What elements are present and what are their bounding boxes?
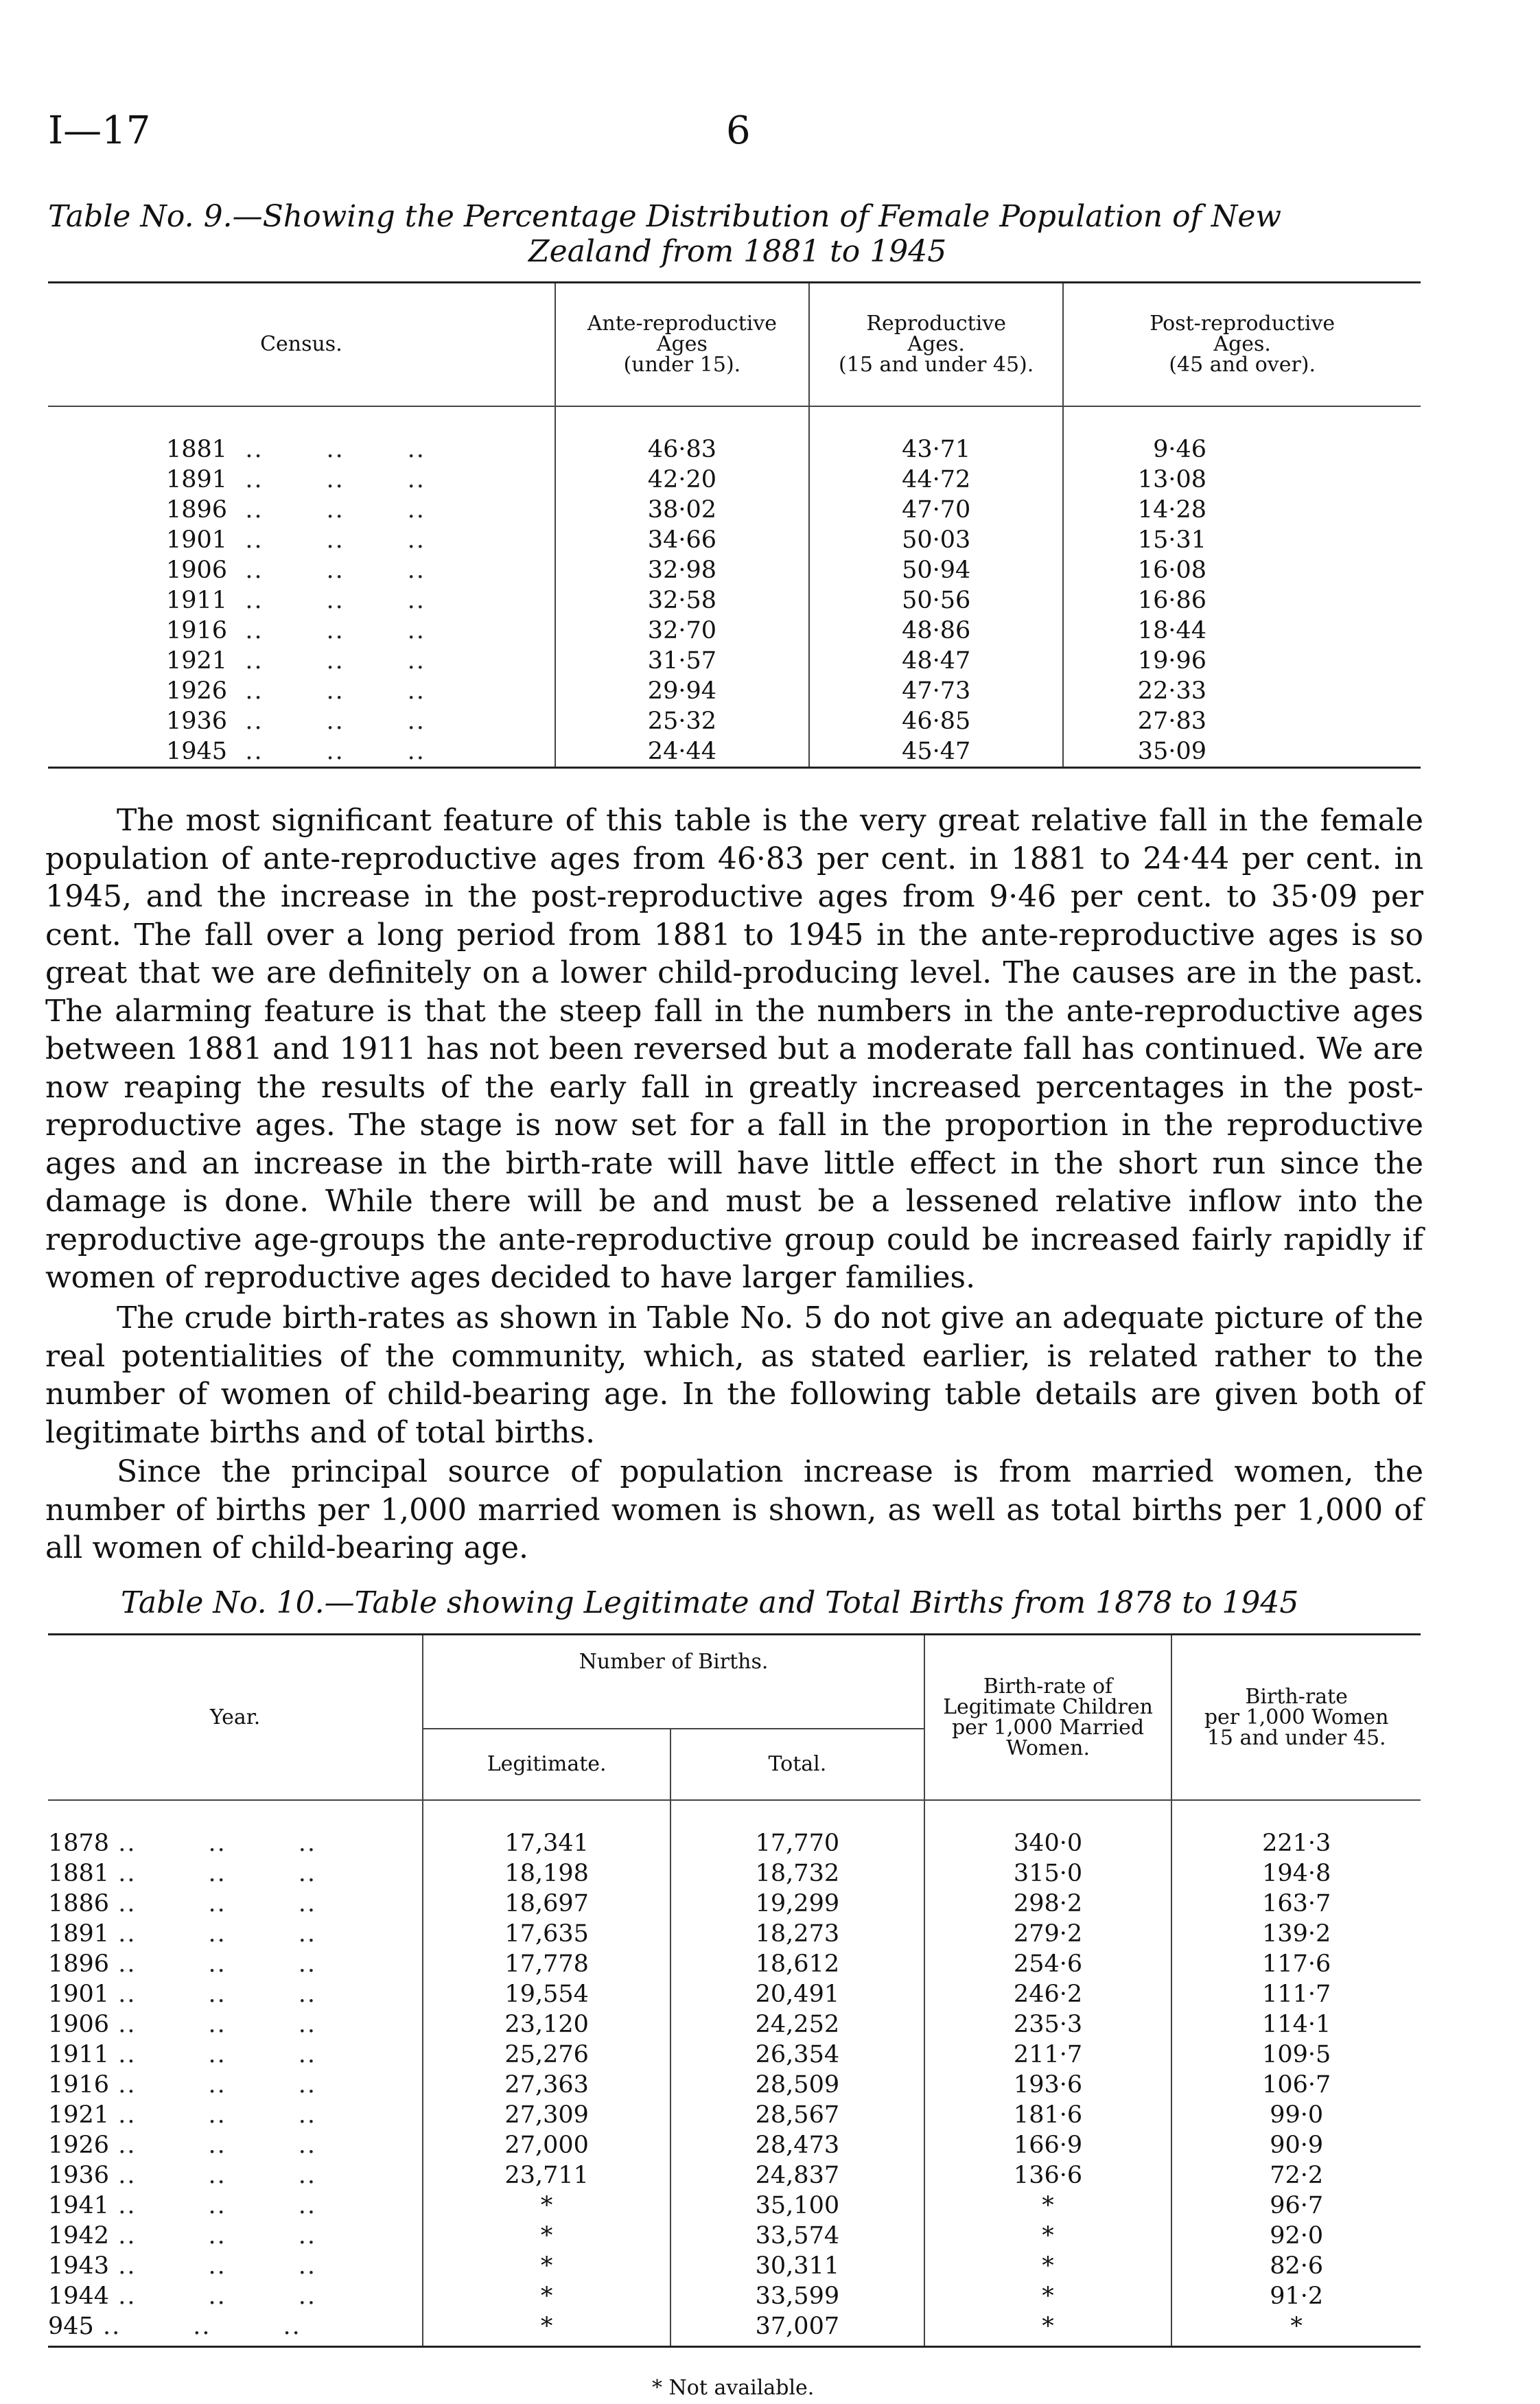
post-value: 9·46: [1063, 406, 1421, 465]
total-value: 30,311: [670, 2251, 924, 2281]
legitimate-value: 27,363: [423, 2070, 670, 2100]
body-paragraph-3: Since the principal source of population increase is from married women, the number of births per 1,000 married women is shown, as well as total births per 1,000 of all women of child-bearing age.: [45, 1454, 1423, 1565]
total-value: 18,612: [670, 1949, 924, 1979]
rate-women-value: 92·0: [1171, 2221, 1421, 2251]
row-year: [48, 676, 555, 706]
rep-value: 44·72: [809, 465, 1063, 495]
year-value: 1945: [166, 737, 228, 765]
table-row: [48, 495, 1421, 525]
rep-value: 48·47: [809, 646, 1063, 676]
year-value: 1886: [48, 1890, 110, 1917]
post-value: 27·83: [1063, 706, 1421, 736]
table-row: [48, 525, 1421, 555]
table10-col-rate-women-line3: 15 and under 45.: [1206, 1725, 1386, 1750]
table-row: [48, 736, 1421, 768]
leader-dots: .. .. ..: [109, 1890, 316, 1917]
table-row: [48, 676, 1421, 706]
table-row: [48, 555, 1421, 585]
leader-dots: .. .. ..: [109, 1920, 316, 1948]
table-row: [48, 1800, 1421, 1858]
leader-dots: .. .. ..: [109, 2011, 316, 2038]
legitimate-value: *: [423, 2191, 670, 2221]
rate-women-value: 194·8: [1171, 1858, 1421, 1889]
table-row: [48, 2130, 1421, 2160]
rate-women-value: 96·7: [1171, 2191, 1421, 2221]
rate-women-value: 139·2: [1171, 1919, 1421, 1949]
legitimate-value: 25,276: [423, 2040, 670, 2070]
table-row: [48, 2009, 1421, 2040]
rate-women-value: 109·5: [1171, 2040, 1421, 2070]
year-value: 1916: [166, 616, 228, 644]
table10-col-rate-married-line2: Legitimate Children: [943, 1694, 1153, 1719]
ante-value: 34·66: [555, 525, 809, 555]
table10-header-row-1: [48, 1635, 1421, 1729]
table-row: [48, 1858, 1421, 1889]
row-year: [48, 2281, 423, 2311]
rate-married-value: *: [924, 2191, 1172, 2221]
rate-married-value: 166·9: [924, 2130, 1172, 2160]
table-row: [48, 2040, 1421, 2070]
legitimate-value: *: [423, 2221, 670, 2251]
total-value: 33,599: [670, 2281, 924, 2311]
row-year: [48, 2251, 423, 2281]
table10-col-rate-women: [1171, 1635, 1421, 1801]
rate-married-value: 279·2: [924, 1919, 1172, 1949]
year-value: 1911: [166, 586, 228, 614]
table9-col-rep-line2: Ages.: [907, 331, 965, 356]
year-value: 1942: [48, 2222, 110, 2250]
year-value: 1896: [48, 1950, 110, 1978]
year-value: 1881: [48, 1860, 110, 1887]
legitimate-value: *: [423, 2311, 670, 2347]
rep-value: 45·47: [809, 736, 1063, 768]
row-year: [48, 1889, 423, 1919]
table-row: [48, 2221, 1421, 2251]
leader-dots: .. .. ..: [227, 435, 425, 463]
legitimate-value: 19,554: [423, 1979, 670, 2009]
row-year: [48, 406, 555, 465]
rate-married-value: 315·0: [924, 1858, 1172, 1889]
table9-col-ante: [555, 283, 809, 406]
year-value: 1921: [166, 646, 228, 675]
table10-col-number-of-births: Number of Births.: [423, 1635, 924, 1729]
total-value: 28,473: [670, 2130, 924, 2160]
table9-col-ante-line1: Ante-reproductive: [587, 311, 778, 336]
row-year: [48, 2191, 423, 2221]
table-row: [48, 465, 1421, 495]
total-value: 18,273: [670, 1919, 924, 1949]
legitimate-value: 17,635: [423, 1919, 670, 1949]
row-year: [48, 2070, 423, 2100]
post-value: 35·09: [1063, 736, 1421, 768]
rep-value: 50·94: [809, 555, 1063, 585]
table10-col-rate-married: [924, 1635, 1172, 1801]
leader-dots: .. .. ..: [109, 2283, 316, 2310]
leader-dots: .. .. ..: [109, 2192, 316, 2219]
leader-dots: .. .. ..: [109, 2132, 316, 2159]
leader-dots: .. .. ..: [227, 707, 425, 735]
rate-married-value: *: [924, 2281, 1172, 2311]
row-year: [48, 2221, 423, 2251]
row-year: [48, 1858, 423, 1889]
rate-women-value: *: [1171, 2311, 1421, 2347]
table-row: [48, 706, 1421, 736]
ante-value: 32·98: [555, 555, 809, 585]
row-year: [48, 2130, 423, 2160]
table9-col-census: Census.: [48, 283, 555, 406]
year-value: 1881: [166, 435, 228, 463]
rep-value: 48·86: [809, 616, 1063, 646]
table9-caption-line2: Zealand from 1881 to 1945: [528, 234, 947, 269]
rate-married-value: 211·7: [924, 2040, 1172, 2070]
rate-married-value: *: [924, 2311, 1172, 2347]
table-row: [48, 2191, 1421, 2221]
row-year: [48, 646, 555, 676]
total-value: 37,007: [670, 2311, 924, 2347]
rep-value: 50·03: [809, 525, 1063, 555]
legitimate-value: *: [423, 2251, 670, 2281]
total-value: 33,574: [670, 2221, 924, 2251]
rate-married-value: 181·6: [924, 2100, 1172, 2130]
table-row: [48, 616, 1421, 646]
total-value: 26,354: [670, 2040, 924, 2070]
year-value: 1916: [48, 2071, 110, 2099]
post-value: 14·28: [1063, 495, 1421, 525]
rate-women-value: 90·9: [1171, 2130, 1421, 2160]
rate-women-value: 106·7: [1171, 2070, 1421, 2100]
row-year: [48, 1919, 423, 1949]
table-row: [48, 2160, 1421, 2191]
table10-footnote: * Not available.: [652, 2376, 815, 2400]
leader-dots: .. .. ..: [109, 1830, 316, 1857]
year-value: 1943: [48, 2252, 110, 2280]
ante-value: 29·94: [555, 676, 809, 706]
body-paragraph-1: The most significant feature of this table is the very great relative fall in the female population of ante-reproductive ages from 46·83 per cent. in 1881 to 24·44 per cent. in 1945, and the increase in the post-reproductive ages from 9·46 per cent. to 35·09 per cent. The fall over a long period from 1881 to 1945 in the ante-reproductive ages is so great that we are definitely on a lower child-producing level. The causes are in the past. The alarming feature is that the steep fall in the numbers in the ante-reproductive ages between 1881 and 1911 has not been reversed but a moderate fall has continued. We are now reaping the results of the early fall in greatly increased percentages in the post-reproductive ages. The stage is now set for a fall in the proportion in the reproductive ages and an increase in the birth-rate will have little effect in the short run since the damage is done. While there will be and must be a lessened relative inflow into the reproductive age-groups the ante-reproductive group could be increased fairly rapidly if women of reproductive ages decided to have larger families.: [45, 803, 1423, 1295]
legitimate-value: 23,711: [423, 2160, 670, 2191]
table10-col-rate-married-line1: Birth-rate of: [983, 1674, 1113, 1699]
post-value: 15·31: [1063, 525, 1421, 555]
body-paragraph-2: The crude birth-rates as shown in Table No. 5 do not give an adequate picture of the real potentialities of the community, which, as stated earlier, is related rather to the number of women of child-bearing age. In the following table details are given both of legitimate births and of total births.: [45, 1300, 1423, 1450]
table10-col-legitimate: Legitimate.: [423, 1729, 670, 1800]
year-value: 1911: [48, 2041, 110, 2068]
rate-married-value: *: [924, 2221, 1172, 2251]
legitimate-value: 17,778: [423, 1949, 670, 1979]
rep-value: 43·71: [809, 406, 1063, 465]
rate-women-value: 111·7: [1171, 1979, 1421, 2009]
table-row: [48, 585, 1421, 616]
rate-women-value: 117·6: [1171, 1949, 1421, 1979]
table10-col-rate-married-line4: Women.: [1006, 1736, 1090, 1760]
table10: [48, 1633, 1421, 2348]
table-row: [48, 1979, 1421, 2009]
row-year: [48, 525, 555, 555]
year-value: 1926: [166, 677, 228, 705]
total-value: 19,299: [670, 1889, 924, 1919]
year-value: 1926: [48, 2132, 110, 2159]
leader-dots: .. .. ..: [109, 2222, 316, 2250]
rep-value: 47·73: [809, 676, 1063, 706]
ante-value: 31·57: [555, 646, 809, 676]
row-year: [48, 2311, 423, 2347]
leader-dots: .. .. ..: [227, 616, 425, 644]
row-year: [48, 616, 555, 646]
table-row: [48, 2251, 1421, 2281]
table10-caption: Table No. 10.—Table showing Legitimate and Total Births from 1878 to 1945: [121, 1585, 1299, 1620]
table9-caption: [48, 199, 1434, 269]
ante-value: 32·70: [555, 616, 809, 646]
table9-col-post-line3: (45 and over).: [1169, 352, 1316, 377]
rate-women-value: 72·2: [1171, 2160, 1421, 2191]
leader-dots: .. .. ..: [109, 1860, 316, 1887]
rate-married-value: 193·6: [924, 2070, 1172, 2100]
rate-women-value: 114·1: [1171, 2009, 1421, 2040]
table-row: [48, 1949, 1421, 1979]
total-value: 17,770: [670, 1800, 924, 1858]
post-value: 19·96: [1063, 646, 1421, 676]
ante-value: 32·58: [555, 585, 809, 616]
legitimate-value: 23,120: [423, 2009, 670, 2040]
ante-value: 42·20: [555, 465, 809, 495]
leader-dots: .. .. ..: [227, 465, 425, 493]
rate-women-value: 221·3: [1171, 1800, 1421, 1858]
ante-value: 38·02: [555, 495, 809, 525]
table9: [48, 281, 1421, 769]
post-value: 16·08: [1063, 555, 1421, 585]
total-value: 28,509: [670, 2070, 924, 2100]
year-value: 1936: [166, 707, 228, 735]
post-value: 22·33: [1063, 676, 1421, 706]
rate-women-value: 82·6: [1171, 2251, 1421, 2281]
table-row: [48, 406, 1421, 465]
table10-col-year: Year.: [48, 1635, 423, 1801]
table9-col-rep-line1: Reproductive: [866, 311, 1006, 336]
year-value: 1901: [48, 1981, 110, 2008]
table10-col-rate-women-line2: per 1,000 Women: [1204, 1705, 1389, 1729]
table-row: [48, 2100, 1421, 2130]
total-value: 28,567: [670, 2100, 924, 2130]
table-row: [48, 2281, 1421, 2311]
table9-col-reproductive: [809, 283, 1063, 406]
leader-dots: .. .. ..: [109, 2071, 316, 2099]
legitimate-value: 18,697: [423, 1889, 670, 1919]
row-year: [48, 1949, 423, 1979]
rate-women-value: 163·7: [1171, 1889, 1421, 1919]
year-value: 1921: [48, 2101, 110, 2129]
year-value: 1944: [48, 2283, 110, 2310]
total-value: 35,100: [670, 2191, 924, 2221]
legitimate-value: *: [423, 2281, 670, 2311]
leader-dots: .. .. ..: [227, 586, 425, 614]
ante-value: 46·83: [555, 406, 809, 465]
table-row: [48, 1889, 1421, 1919]
table9-caption-line1: Table No. 9.—Showing the Percentage Distribution of Female Population of New: [48, 199, 1282, 234]
table9-col-ante-line3: (under 15).: [623, 352, 741, 377]
row-year: [48, 585, 555, 616]
leader-dots: .. .. ..: [227, 737, 425, 765]
rate-married-value: 340·0: [924, 1800, 1172, 1858]
year-value: 1906: [48, 2011, 110, 2038]
leader-dots: .. .. ..: [227, 526, 425, 554]
row-year: [48, 555, 555, 585]
total-value: 20,491: [670, 1979, 924, 2009]
post-value: 18·44: [1063, 616, 1421, 646]
year-value: 1906: [166, 556, 228, 584]
leader-dots: .. .. ..: [109, 2162, 316, 2189]
leader-dots: .. .. ..: [227, 677, 425, 705]
legitimate-value: 17,341: [423, 1800, 670, 1858]
total-value: 18,732: [670, 1858, 924, 1889]
year-value: 1891: [48, 1920, 110, 1948]
post-value: 16·86: [1063, 585, 1421, 616]
leader-dots: .. .. ..: [109, 2041, 316, 2068]
ante-value: 24·44: [555, 736, 809, 768]
table-row: [48, 1919, 1421, 1949]
rep-value: 47·70: [809, 495, 1063, 525]
year-value: 1941: [48, 2192, 110, 2219]
ante-value: 25·32: [555, 706, 809, 736]
year-value: 1901: [166, 526, 228, 554]
row-year: [48, 2040, 423, 2070]
table9-col-post-line2: Ages.: [1213, 331, 1271, 356]
legitimate-value: 27,309: [423, 2100, 670, 2130]
total-value: 24,837: [670, 2160, 924, 2191]
rate-women-value: 91·2: [1171, 2281, 1421, 2311]
rate-married-value: *: [924, 2251, 1172, 2281]
legitimate-value: 27,000: [423, 2130, 670, 2160]
leader-dots: .. .. ..: [109, 1981, 316, 2008]
row-year: [48, 2009, 423, 2040]
rate-married-value: 298·2: [924, 1889, 1172, 1919]
leader-dots: .. .. ..: [109, 2101, 316, 2129]
rate-married-value: 235·3: [924, 2009, 1172, 2040]
table9-col-post: [1063, 283, 1421, 406]
row-year: [48, 1979, 423, 2009]
table9-col-ante-line2: Ages: [656, 331, 708, 356]
year-value: 1936: [48, 2162, 110, 2189]
table-row: [48, 2070, 1421, 2100]
year-value: 1878: [48, 1830, 110, 1857]
page-number: 6: [726, 108, 751, 153]
leader-dots: .. .. ..: [227, 495, 425, 524]
leader-dots: .. .. ..: [93, 2313, 301, 2340]
page-reference: I—17: [48, 108, 151, 153]
row-year: [48, 495, 555, 525]
year-value: 945: [48, 2313, 94, 2340]
rate-women-value: 99·0: [1171, 2100, 1421, 2130]
rep-value: 50·56: [809, 585, 1063, 616]
year-value: 1896: [166, 495, 228, 524]
post-value: 13·08: [1063, 465, 1421, 495]
table10-col-rate-women-line1: Birth-rate: [1245, 1684, 1348, 1709]
row-year: [48, 2100, 423, 2130]
leader-dots: .. .. ..: [227, 556, 425, 584]
rate-married-value: 136·6: [924, 2160, 1172, 2191]
leader-dots: .. .. ..: [227, 646, 425, 675]
leader-dots: .. .. ..: [109, 2252, 316, 2280]
total-value: 24,252: [670, 2009, 924, 2040]
row-year: [48, 1800, 423, 1858]
table9-header-row: [48, 283, 1421, 406]
row-year: [48, 2160, 423, 2191]
table10-col-rate-married-line3: per 1,000 Married: [951, 1715, 1145, 1740]
table-row: [48, 646, 1421, 676]
table9-col-post-line1: Post-reproductive: [1150, 311, 1335, 336]
rate-married-value: 254·6: [924, 1949, 1172, 1979]
rate-married-value: 246·2: [924, 1979, 1172, 2009]
row-year: [48, 706, 555, 736]
legitimate-value: 18,198: [423, 1858, 670, 1889]
table10-col-total: Total.: [670, 1729, 924, 1800]
row-year: [48, 736, 555, 768]
table9-col-rep-line3: (15 and under 45).: [839, 352, 1034, 377]
leader-dots: .. .. ..: [109, 1950, 316, 1978]
rep-value: 46·85: [809, 706, 1063, 736]
table-row: [48, 2311, 1421, 2347]
year-value: 1891: [166, 465, 228, 493]
row-year: [48, 465, 555, 495]
